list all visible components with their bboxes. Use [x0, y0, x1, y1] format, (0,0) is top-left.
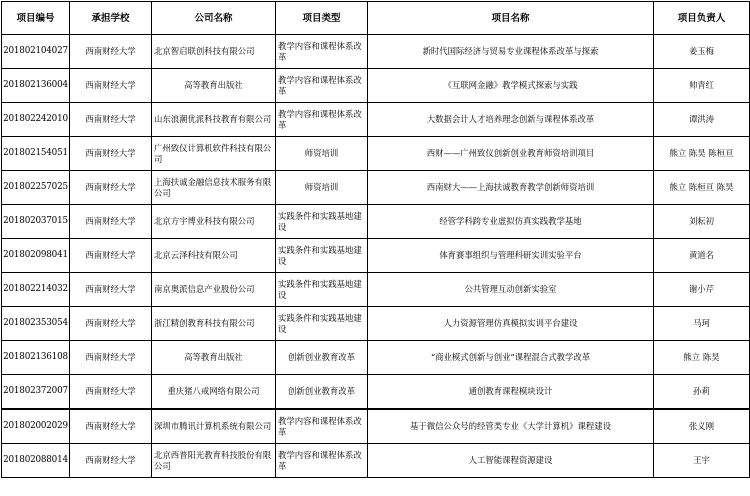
cell-project-type: 教学内容和课程体系改革: [276, 444, 368, 478]
cell-project-type: 实践条件和实践基地建设: [276, 307, 368, 341]
cell-project-leader: 熊立 陈昊 陈桓亘: [654, 137, 750, 171]
cell-school: 西南财经大学: [70, 103, 152, 137]
cell-company: 深圳市腾讯计算机系统有限公司: [152, 409, 276, 444]
cell-project-code: 201802088014: [2, 444, 70, 478]
cell-school: 西南财经大学: [70, 171, 152, 205]
table-row: [2, 137, 750, 171]
cell-company: 广州致仪计算机软件科技有限公司: [152, 137, 276, 171]
cell-project-name: 基于微信公众号的经管类专业《大学计算机》课程建设: [368, 409, 654, 444]
cell-project-name: 经管学科跨专业虚拟仿真实践教学基地: [368, 205, 654, 239]
header-school: 承担学校: [70, 2, 152, 35]
cell-project-code: 201802154051: [2, 137, 70, 171]
cell-project-name: 通创教育课程模块设计: [368, 375, 654, 410]
cell-project-leader: 黄道名: [654, 239, 750, 273]
cell-project-type: 教学内容和课程体系改革: [276, 103, 368, 137]
projects-table: [1, 1, 750, 478]
cell-project-name: 西南财大——上海扶诚教育教学创新师资培训: [368, 171, 654, 205]
cell-school: 西南财经大学: [70, 205, 152, 239]
cell-school: 西南财经大学: [70, 35, 152, 69]
cell-company: 南京奥派信息产业股份公司: [152, 273, 276, 307]
cell-project-code: 201802136004: [2, 69, 70, 103]
table-row: [2, 444, 750, 478]
cell-project-leader: 姜玉梅: [654, 35, 750, 69]
cell-school: 西南财经大学: [70, 409, 152, 444]
cell-company: 浙江精创教育科技有限公司: [152, 307, 276, 341]
cell-project-name: 《互联网金融》教学模式探索与实践: [368, 69, 654, 103]
header-project-type: 项目类型: [276, 2, 368, 35]
header-project-name: 项目名称: [368, 2, 654, 35]
cell-project-leader: 马珂: [654, 307, 750, 341]
cell-project-type: 实践条件和实践基地建设: [276, 205, 368, 239]
cell-project-leader: 谢小芹: [654, 273, 750, 307]
cell-project-code: 201802353054: [2, 307, 70, 341]
table-row: [2, 307, 750, 341]
cell-project-type: 师资培训: [276, 137, 368, 171]
table-row: [2, 409, 750, 444]
cell-project-leader: 谭洪涛: [654, 103, 750, 137]
cell-project-leader: 帅青红: [654, 69, 750, 103]
cell-project-type: 教学内容和课程体系改革: [276, 69, 368, 103]
cell-project-leader: 熊立 陈桓亘 陈昊: [654, 171, 750, 205]
cell-project-type: 师资培训: [276, 171, 368, 205]
cell-project-leader: 张义刚: [654, 409, 750, 444]
cell-project-name: 人工智能课程资源建设: [368, 444, 654, 478]
cell-project-type: 创新创业教育改革: [276, 375, 368, 410]
cell-project-leader: 孙莉: [654, 375, 750, 410]
cell-company: 北京西普阳光教育科技股份有限公司: [152, 444, 276, 478]
cell-project-code: 201802037015: [2, 205, 70, 239]
cell-project-code: 201802098041: [2, 239, 70, 273]
cell-project-leader: 刘耘初: [654, 205, 750, 239]
table-row: [2, 239, 750, 273]
cell-project-code: 201802257025: [2, 171, 70, 205]
cell-company: 北京智启联创科技有限公司: [152, 35, 276, 69]
cell-school: 西南财经大学: [70, 341, 152, 375]
cell-company: 北京云泽科技有限公司: [152, 239, 276, 273]
table-row: [2, 205, 750, 239]
table-row: [2, 171, 750, 205]
table-row: [2, 35, 750, 69]
cell-project-code: 201802372007: [2, 375, 70, 410]
cell-project-type: 实践条件和实践基地建设: [276, 273, 368, 307]
header-project-leader: 项目负责人: [654, 2, 750, 35]
cell-project-name: 大数据会计人才培养理念创新与课程体系改革: [368, 103, 654, 137]
cell-project-name: 体育赛事组织与管理科研实训实验平台: [368, 239, 654, 273]
cell-company: 山东浪潮优派科技教育有限公司: [152, 103, 276, 137]
table-row: [2, 375, 750, 410]
cell-project-code: 201802136108: [2, 341, 70, 375]
cell-project-code: 201802242010: [2, 103, 70, 137]
cell-project-code: 201802002029: [2, 409, 70, 444]
cell-company: 上海扶诚金融信息技术服务有限公司: [152, 171, 276, 205]
cell-school: 西南财经大学: [70, 444, 152, 478]
cell-project-type: 创新创业教育改革: [276, 341, 368, 375]
table-row: [2, 341, 750, 375]
table-row: [2, 103, 750, 137]
cell-project-name: “商业模式创新与创业”课程混合式教学改革: [368, 341, 654, 375]
cell-project-name: 人力资源管理仿真模拟实训平台建设: [368, 307, 654, 341]
cell-company: 高等教育出版社: [152, 341, 276, 375]
cell-company: 北京方宇博业科技有限公司: [152, 205, 276, 239]
header-project-code: 项目编号: [2, 2, 70, 35]
cell-school: 西南财经大学: [70, 137, 152, 171]
cell-school: 西南财经大学: [70, 239, 152, 273]
cell-project-leader: 王宇: [654, 444, 750, 478]
cell-project-type: 教学内容和课程体系改革: [276, 35, 368, 69]
cell-project-code: 201802104027: [2, 35, 70, 69]
header-row: [2, 2, 750, 35]
cell-company: 高等教育出版社: [152, 69, 276, 103]
cell-project-leader: 熊立 陈昊: [654, 341, 750, 375]
cell-school: 西南财经大学: [70, 273, 152, 307]
cell-project-name: 西财——广州致仪创新创业教育师资培训项目: [368, 137, 654, 171]
table-row: [2, 273, 750, 307]
cell-school: 西南财经大学: [70, 69, 152, 103]
cell-project-type: 教学内容和课程体系改革: [276, 409, 368, 444]
cell-project-name: 公共管理互动创新实验室: [368, 273, 654, 307]
cell-project-code: 201802214032: [2, 273, 70, 307]
table-row: [2, 69, 750, 103]
cell-project-name: 新时代国际经济与贸易专业课程体系改革与探索: [368, 35, 654, 69]
cell-school: 西南财经大学: [70, 375, 152, 410]
cell-school: 西南财经大学: [70, 307, 152, 341]
cell-company: 重庆猪八戒网络有限公司: [152, 375, 276, 410]
cell-project-type: 实践条件和实践基地建设: [276, 239, 368, 273]
header-company: 公司名称: [152, 2, 276, 35]
